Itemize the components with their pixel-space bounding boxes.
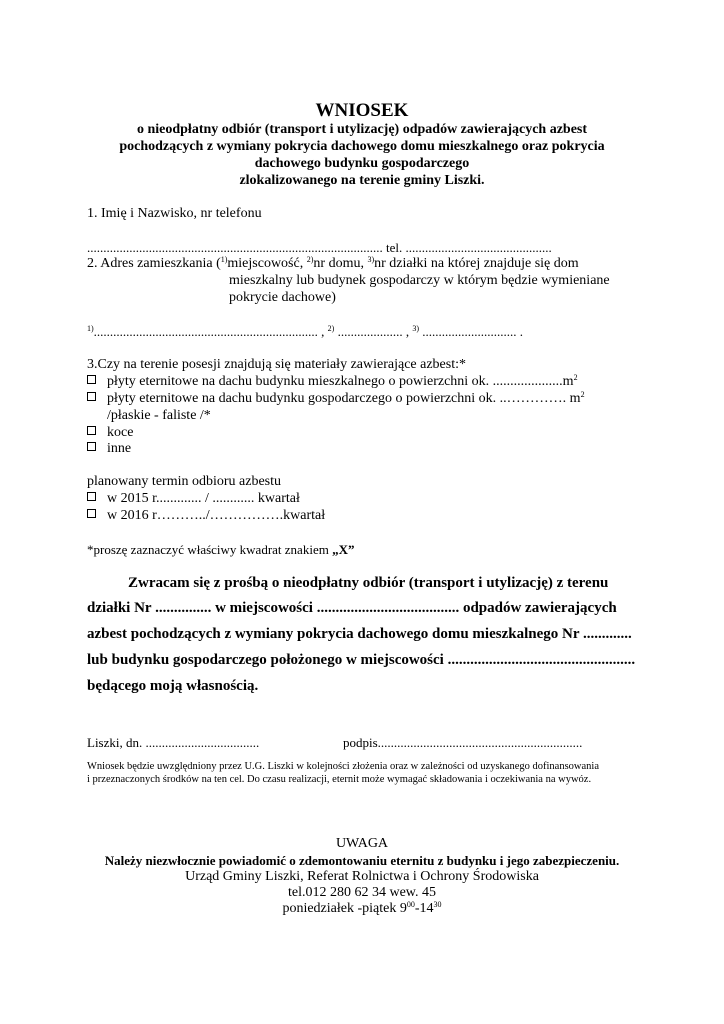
- marking-note: [87, 542, 354, 558]
- schedule-row: w 2015 r............. / ............ kwartał: [107, 491, 300, 506]
- section3-question: 3.Czy na terenie posesji znajdują się materiały zawierające azbest:*: [87, 357, 466, 372]
- office-phone: tel.012 280 62 34 wew. 45: [287, 885, 437, 900]
- notice-heading: UWAGA: [335, 836, 389, 851]
- section2-part: miejscowość,: [227, 256, 307, 271]
- subtitle-line: zlokalizowanego na terenie gminy Liszki.: [239, 173, 485, 188]
- office-name: Urząd Gminy Liszki, Referat Rolnictwa i Ochrony Środowiska: [185, 869, 539, 884]
- name-phone-field[interactable]: ........................................................................................... tel. .............................................: [87, 240, 552, 255]
- schedule-row: w 2016 r………../…………….kwartał: [107, 508, 326, 523]
- town-dots: ..................................................................... ,: [93, 324, 325, 339]
- footnote-line: Wniosek będzie uwzględniony przez U.G. Liszki w kolejności złożenia oraz w zależności od uzyskanego dofinansowania: [87, 761, 599, 772]
- subtitle-line: o nieodpłatny odbiór (transport i utylizację) odpadów zawierających azbest: [136, 122, 588, 137]
- superscript: 2: [573, 373, 578, 382]
- checkbox[interactable]: [87, 492, 96, 501]
- footnote-line: i przeznaczonych środków na ten cel. Do czasu realizacji, eternit może wymagać składowania i oczekiwania na wywóz.: [87, 774, 592, 785]
- section2-prefix: 2. Adres zamieszkania (: [87, 256, 221, 271]
- section2-label: [87, 256, 579, 272]
- section2-label-cont: mieszkalny lub budynek gospodarczy w którym będzie wymieniane: [229, 273, 610, 288]
- footnote-marker: 2): [306, 255, 314, 264]
- request-line[interactable]: azbest pochodzących z wymiany pokrycia dachowego domu mieszkalnego Nr .............: [87, 626, 632, 642]
- section1-label: 1. Imię i Nazwisko, nr telefonu: [87, 206, 262, 221]
- checkbox-label: koce: [107, 425, 134, 440]
- checkbox[interactable]: [87, 509, 96, 518]
- address-field[interactable]: [87, 324, 523, 340]
- checkbox-item: [87, 441, 131, 457]
- request-line[interactable]: działki Nr ............... w miejscowości ...................................... odpadów zawierających: [87, 600, 617, 616]
- checkbox-item: [87, 508, 325, 524]
- footnote-marker: 1): [220, 255, 228, 264]
- checkbox-label: inne: [107, 441, 132, 456]
- checkbox[interactable]: [87, 442, 96, 451]
- superscript: 30: [433, 900, 442, 909]
- footnote-marker: 1): [87, 324, 94, 333]
- superscript: 00: [406, 900, 415, 909]
- notice-bold-line: Należy niezwłocznie powiadomić o zdemontowaniu eternitu z budynku i jego zabezpieczeniu.: [104, 853, 620, 868]
- subtitle-line: dachowego budynku gospodarczego: [254, 156, 470, 171]
- office-hours: [0, 901, 724, 917]
- schedule-label: planowany termin odbioru azbestu: [87, 474, 282, 489]
- checkbox-item: [87, 391, 585, 407]
- request-line: Zwracam się z prośbą o nieodpłatny odbiór (transport i utylizację) z terenu: [128, 575, 609, 591]
- footnote-marker: 3): [412, 324, 420, 333]
- note-x: „X”: [332, 542, 355, 557]
- request-line: będącego moją własnością.: [87, 678, 259, 694]
- hours-text: -14: [414, 901, 434, 916]
- document-title: WNIOSEK: [315, 100, 409, 121]
- checkbox[interactable]: [87, 375, 96, 384]
- section2-part: nr domu,: [313, 256, 368, 271]
- checkbox[interactable]: [87, 426, 96, 435]
- note-text: *proszę zaznaczyć właściwy kwadrat znakiem: [87, 542, 333, 557]
- footnote-marker: 2): [327, 324, 335, 333]
- request-line[interactable]: lub budynku gospodarczego położonego w miejscowości ..................................................: [87, 652, 636, 668]
- checkbox-label-cont: /płaskie - faliste /*: [107, 408, 211, 423]
- checkbox-item: [87, 491, 300, 507]
- section2-label-cont: pokrycie dachowe): [229, 290, 336, 305]
- subtitle-line: pochodzących z wymiany pokrycia dachowego domu mieszkalnego oraz pokrycia: [119, 139, 605, 154]
- signature-field[interactable]: podpis...............................................................: [343, 735, 583, 750]
- section2-part: nr działki na której znajduje się dom: [374, 256, 579, 271]
- checkbox-label: płyty eternitowe na dachu budynku gospodarczego o powierzchni ok. ..…………. m: [107, 391, 581, 406]
- hours-text: poniedziałek -piątek 9: [282, 901, 407, 916]
- place-date-field[interactable]: Liszki, dn. ...................................: [87, 735, 260, 750]
- checkbox-label: płyty eternitowe na dachu budynku mieszkalnego o powierzchni ok. ....................m: [107, 374, 574, 389]
- plot-number-dots: ............................. .: [422, 324, 524, 339]
- footnote-marker: 3): [367, 255, 375, 264]
- checkbox[interactable]: [87, 392, 96, 401]
- checkbox-item: [87, 425, 133, 441]
- checkbox-item: [87, 374, 578, 390]
- house-number-dots: .................... ,: [337, 324, 410, 339]
- superscript: 2: [580, 390, 585, 399]
